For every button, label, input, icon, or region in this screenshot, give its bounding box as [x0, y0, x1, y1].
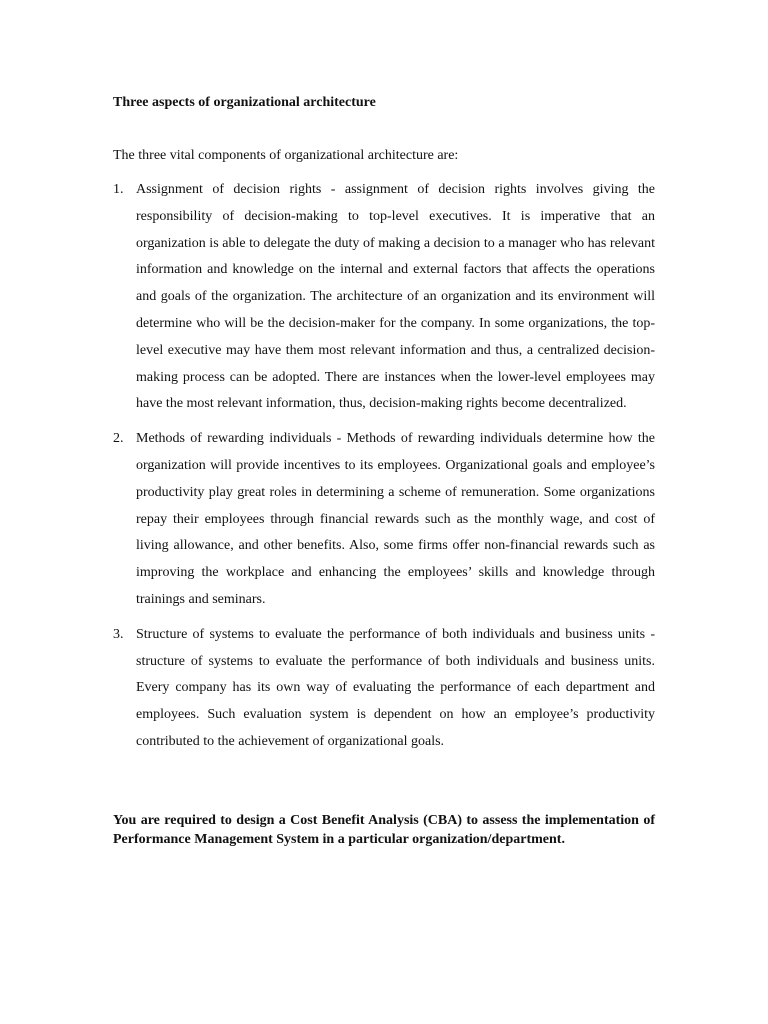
- document-heading: Three aspects of organizational architecture: [113, 95, 376, 110]
- list-item-number: 3.: [113, 626, 124, 642]
- list-item: [113, 426, 655, 614]
- intro-paragraph: The three vital components of organizational architecture are:: [113, 148, 459, 163]
- list-item-text: Assignment of decision rights - assignment of decision rights involves giving the responsibility of decision-making to top-level executives. It is imperative that an organization is able to delegate the duty of making a decision to a manager who has relevant information and knowledge on the internal and external factors that affects the operations and goals of the organization. The architecture of an organization and its environment will determine who will be the decision-maker for the company. In some organizations, the top-level executive may have them most relevant information and thus, a centralized decision-making process can be adopted. There are instances when the lower-level employees may have the most relevant information, thus, decision-making rights become decentralized.: [136, 182, 655, 412]
- list-item: [113, 177, 655, 418]
- list-item: [113, 622, 655, 756]
- components-list: [113, 177, 655, 764]
- list-item-text: Structure of systems to evaluate the performance of both individuals and business units - structure of systems to evaluate the performance of both individuals and business units. Every company has its own way of evaluating the performance of each department and employees. Such evaluation system is dependent on how an employee’s productivity contributed to the achievement of organizational goals.: [136, 626, 655, 749]
- list-item-text: Methods of rewarding individuals - Methods of rewarding individuals determine how the organization will provide incentives to its employees. Organizational goals and employee’s productivity play great roles in determining a scheme of remuneration. Some organizations repay their employees through financial rewards such as the monthly wage, and cost of living allowance, and other benefits. Also, some firms offer non-financial rewards such as improving the workplace and enhancing the employees’ skills and knowledge through trainings and seminars.: [136, 431, 655, 607]
- list-item-number: 1.: [113, 182, 124, 197]
- task-instruction: You are required to design a Cost Benefit Analysis (CBA) to assess the implementation of Performance Management System in a particular organization/department.: [113, 813, 655, 847]
- list-item-number: 2.: [113, 431, 124, 447]
